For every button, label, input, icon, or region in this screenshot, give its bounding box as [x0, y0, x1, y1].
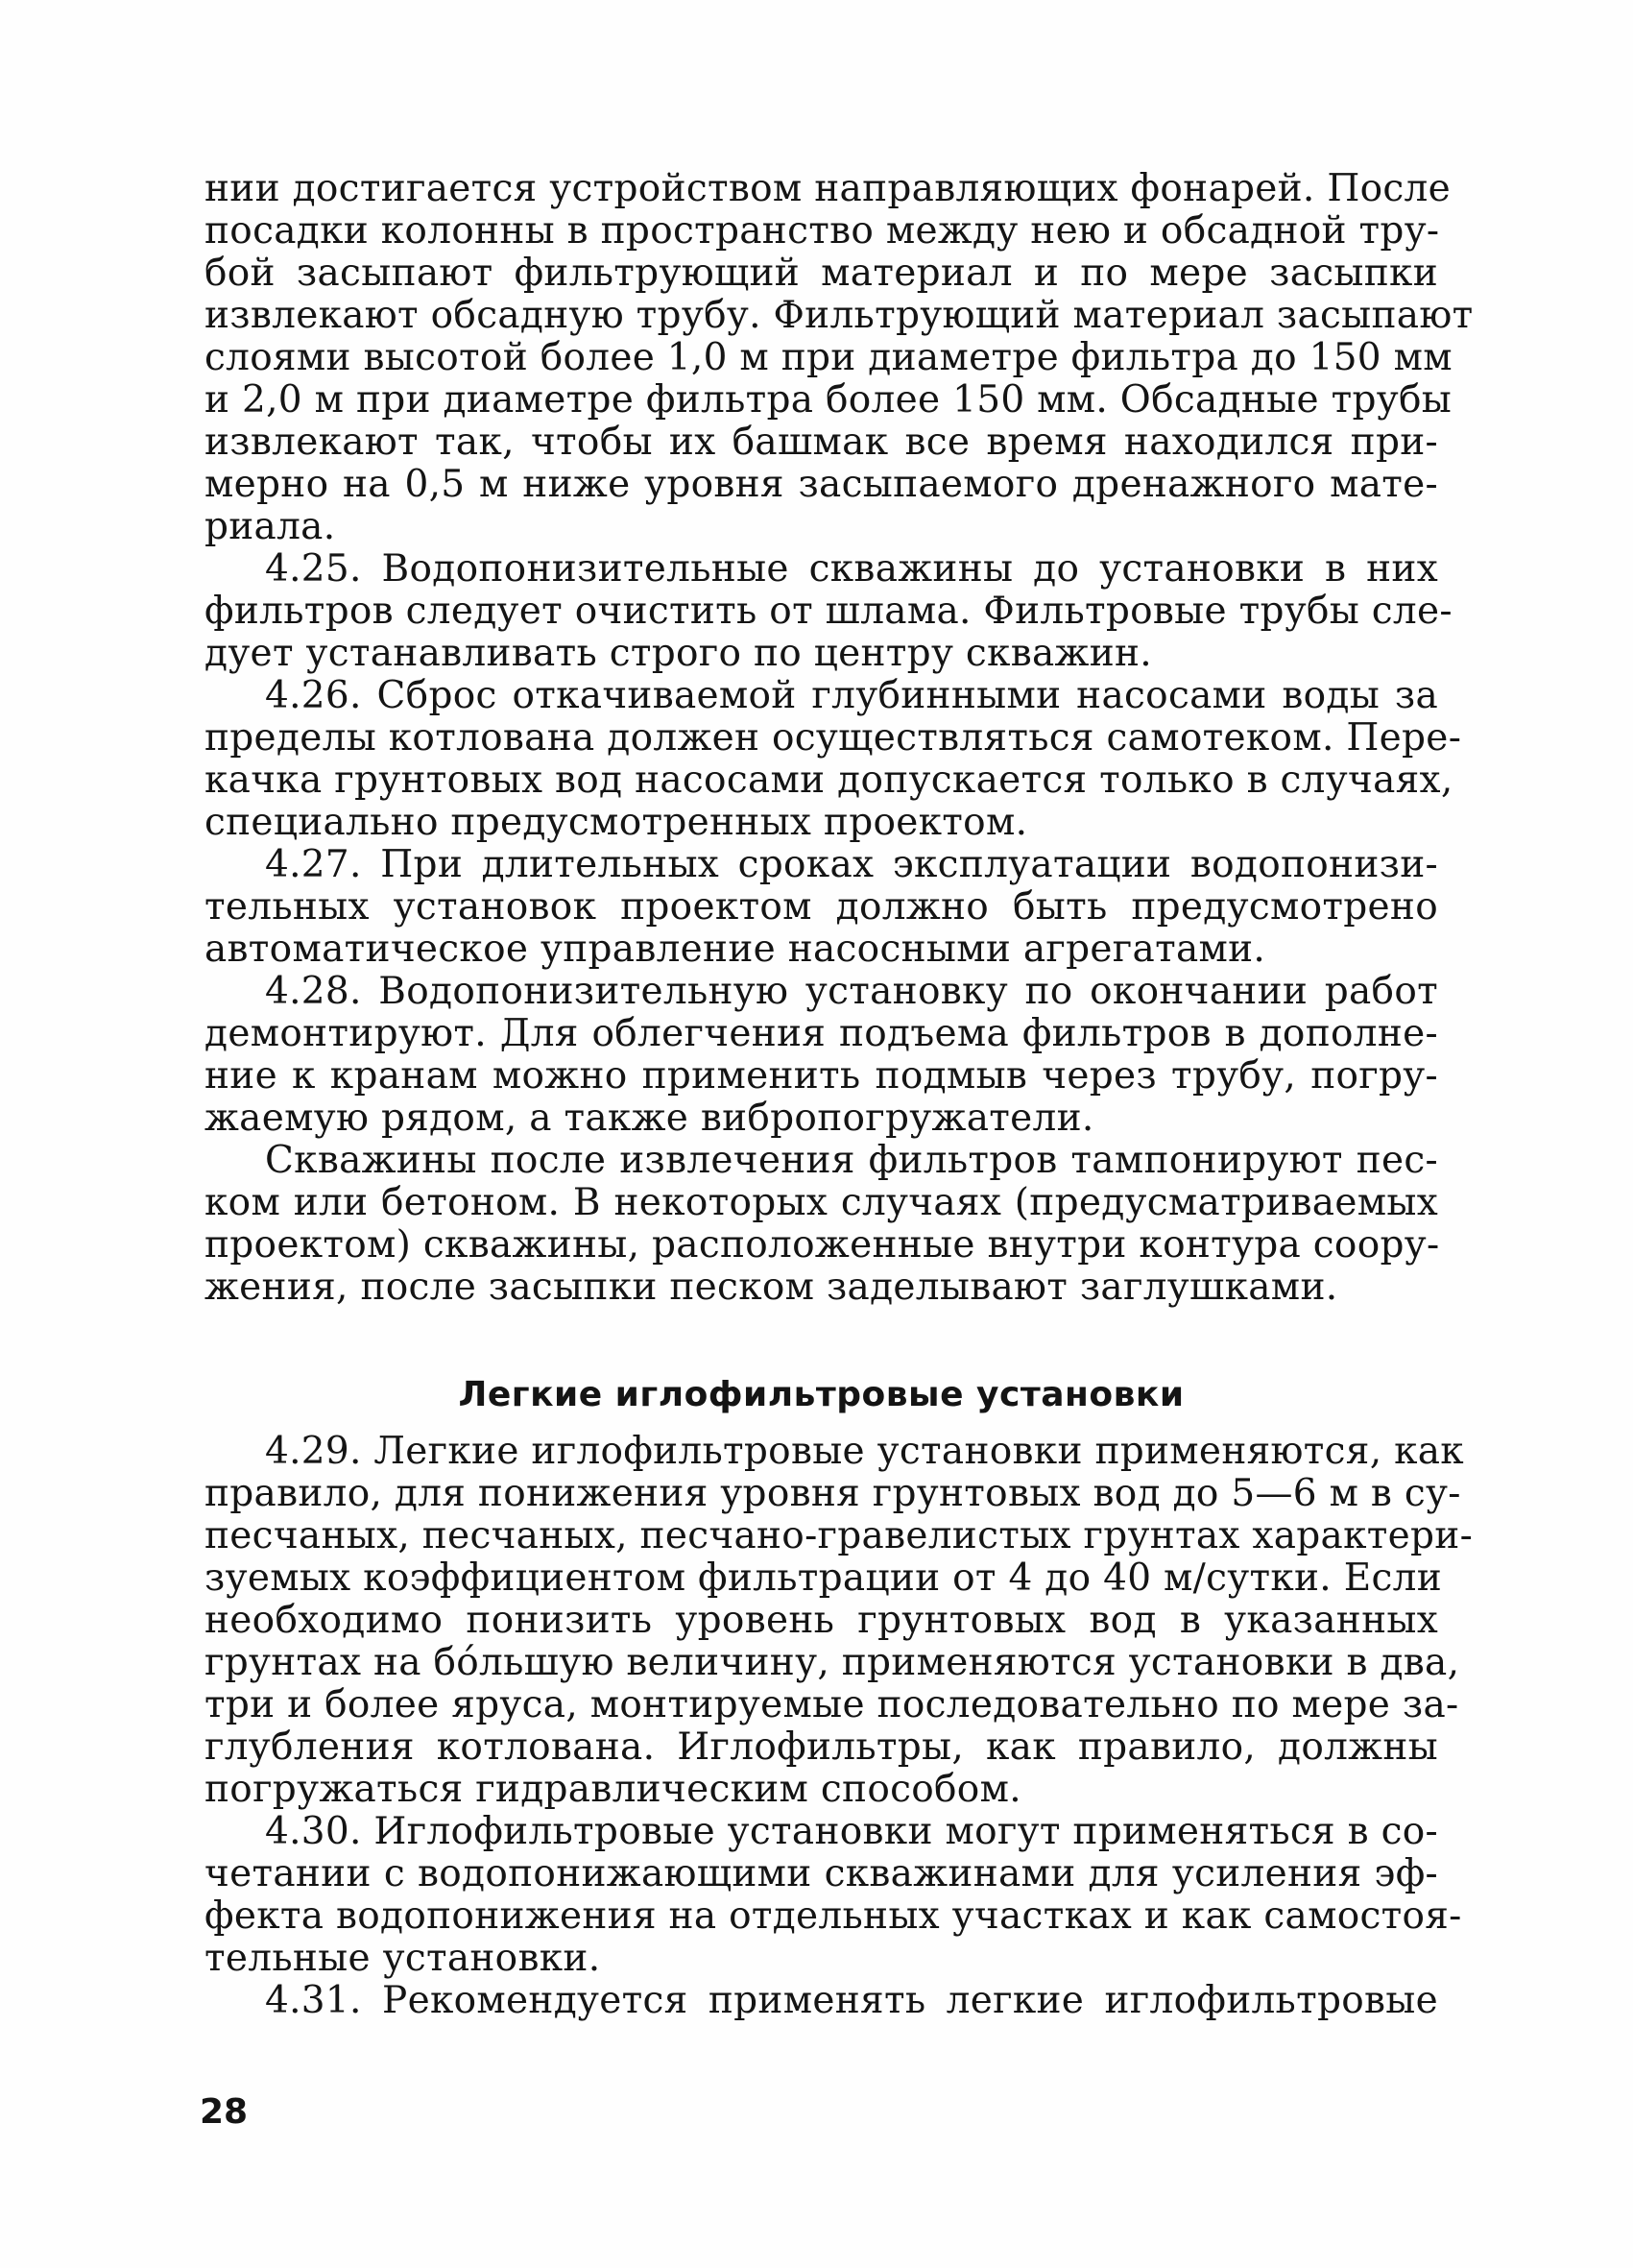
text-line: погружаться гидравлическим способом.: [204, 1768, 1021, 1811]
text-line: три и более яруса, монтируемые последовательно по мере за-: [204, 1683, 1459, 1726]
text-line: правило, для понижения уровня грунтовых вод до 5—6 м в су-: [204, 1472, 1461, 1515]
text-line: мерно на 0,5 м ниже уровня засыпаемого дренажного мате-: [204, 463, 1438, 506]
text-line: пределы котлована должен осуществляться самотеком. Пере-: [204, 716, 1462, 760]
text-line: Скважины после извлечения фильтров тампонируют пес-: [265, 1139, 1438, 1182]
text-line: тельных установок проектом должно быть предусмотрено: [204, 885, 1438, 929]
text-line: извлекают так, чтобы их башмак все время находился при-: [204, 421, 1438, 464]
page-number: 28: [200, 2092, 249, 2132]
text-line: извлекают обсадную трубу. Фильтрующий материал засыпают: [204, 294, 1474, 337]
text-line: тельные установки.: [204, 1937, 601, 1980]
text-line: 4.29. Легкие иглофильтровые установки применяются, как: [265, 1430, 1464, 1473]
text-line: ком или бетоном. В некоторых случаях (предусматриваемых: [204, 1181, 1438, 1224]
text-line: посадки колонны в пространство между нею и обсадной тру-: [204, 209, 1440, 253]
text-line: нии достигается устройством направляющих фонарей. После: [204, 167, 1452, 210]
text-line: ние к кранам можно применить подмыв через трубу, погру-: [204, 1054, 1438, 1098]
text-line: необходимо понизить уровень грунтовых вод в указанных: [204, 1599, 1438, 1642]
text-line: жения, после засыпки песком заделывают заглушками.: [204, 1266, 1338, 1309]
text-line: 4.31. Рекомендуется применять легкие иглофильтровые: [265, 1979, 1438, 2022]
text-line: фекта водопонижения на отдельных участках и как самостоя-: [204, 1894, 1462, 1938]
text-line: проектом) скважины, расположенные внутри контура соору-: [204, 1223, 1440, 1267]
text-line: фильтров следует очистить от шлама. Фильтровые трубы сле-: [204, 590, 1453, 633]
text-line: 4.25. Водопонизительные скважины до установки в них: [265, 547, 1438, 591]
text-line: риала.: [204, 505, 336, 548]
text-line: 4.30. Иглофильтровые установки могут применяться в со-: [265, 1810, 1439, 1853]
text-line: четании с водопонижающими скважинами для усиления эф-: [204, 1852, 1438, 1895]
text-line: грунтах на бо́льшую величину, применяются установки в два,: [204, 1641, 1460, 1684]
text-line: демонтируют. Для облегчения подъема фильтров в дополне-: [204, 1012, 1438, 1055]
text-line: 4.27. При длительных сроках эксплуатации водопонизи-: [265, 843, 1438, 886]
text-line: 4.28. Водопонизительную установку по окончании работ: [265, 970, 1438, 1013]
text-line: автоматическое управление насосными агрегатами.: [204, 928, 1266, 971]
text-line: бой засыпают фильтрующий материал и по мере засыпки: [204, 252, 1438, 295]
text-line: и 2,0 м при диаметре фильтра более 150 мм. Обсадные трубы: [204, 378, 1453, 422]
text-line: глубления котлована. Иглофильтры, как правило, должны: [204, 1725, 1438, 1769]
text-line: песчаных, песчаных, песчано-гравелистых грунтах характери-: [204, 1514, 1474, 1557]
section-heading: Легкие иглофильтровые установки: [458, 1375, 1185, 1414]
text-line: жаемую рядом, а также вибропогружатели.: [204, 1097, 1094, 1140]
text-line: качка грунтовых вод насосами допускается только в случаях,: [204, 759, 1453, 802]
text-line: специально предусмотренных проектом.: [204, 801, 1028, 844]
text-line: зуемых коэффициентом фильтрации от 4 до 40 м/сутки. Если: [204, 1556, 1442, 1600]
text-line: 4.26. Сброс откачиваемой глубинными насосами воды за: [265, 674, 1438, 717]
text-line: слоями высотой более 1,0 м при диаметре фильтра до 150 мм: [204, 336, 1453, 379]
text-line: дует устанавливать строго по центру скважин.: [204, 632, 1152, 675]
